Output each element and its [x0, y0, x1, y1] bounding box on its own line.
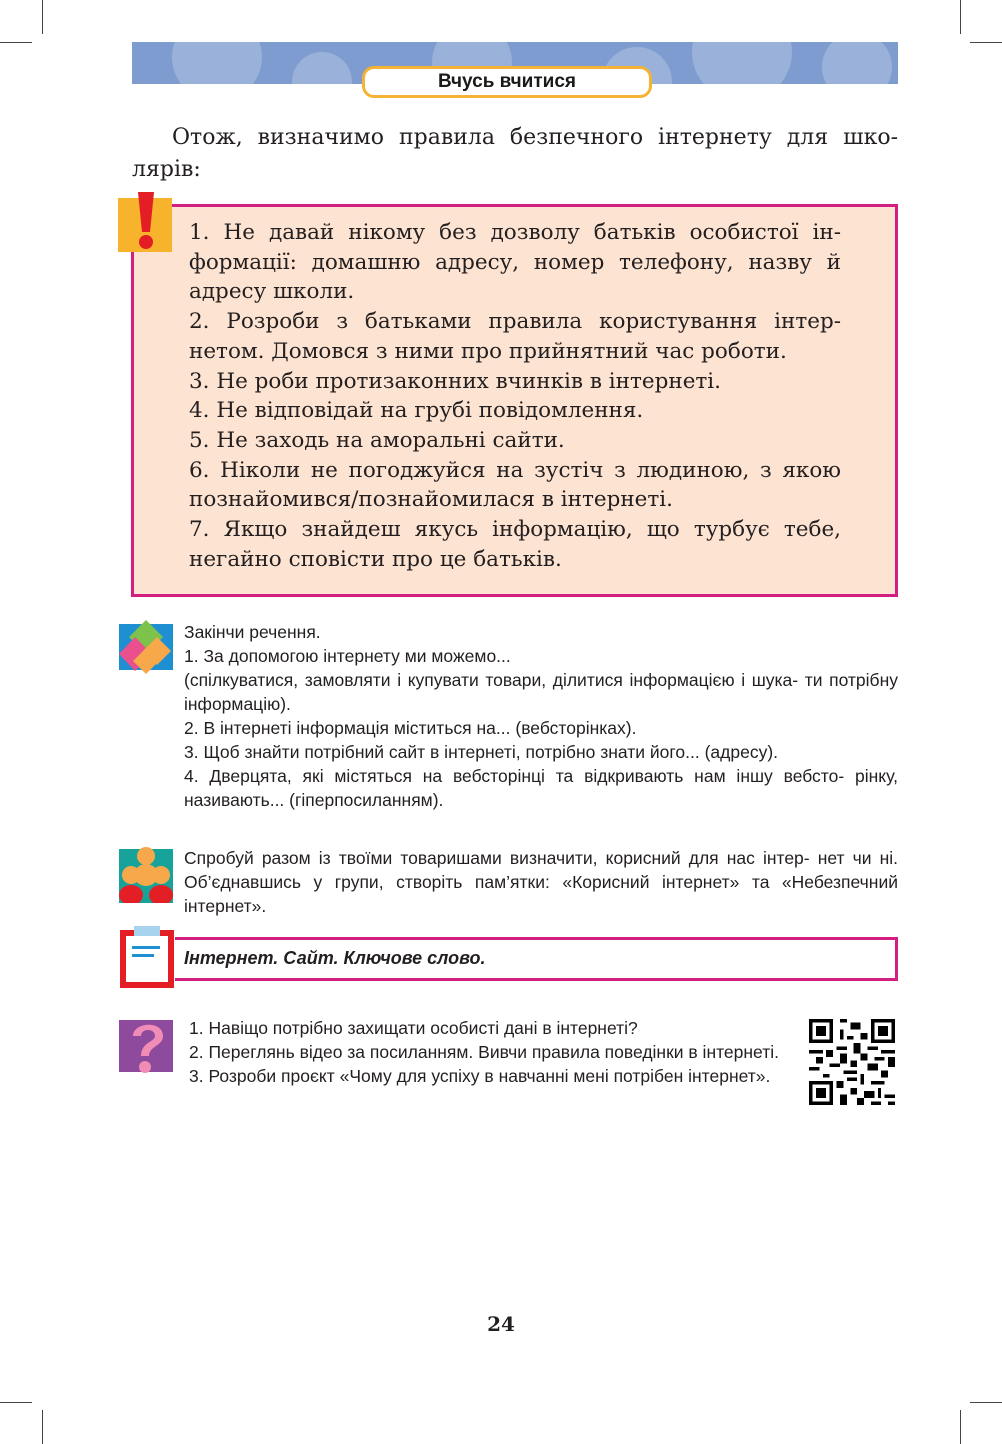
question-icon [119, 1014, 173, 1076]
crop-mark [42, 0, 43, 34]
task-item: 4. Дверцята, які містяться на вебсторінці та відкривають нам іншу вебсто- рінку, називають... (гіперпосиланням). [184, 766, 898, 810]
rule-item: 1. Не давай нікому без дозволу батьків особистої ін- формації: домашню адресу, номер телефону, назву й адресу школи. [189, 220, 841, 305]
question-item: 3. Розроби проєкт «Чому для успіху в навчанні мені потрібен інтернет». [189, 1066, 771, 1086]
qr-code-icon[interactable] [809, 1019, 895, 1105]
crop-mark [42, 1410, 43, 1444]
rule-item: 2. Розроби з батьками правила користування інтер- нетом. Домовся з ними про прийнятний час роботи. [189, 309, 841, 364]
page-number: 24 [487, 1312, 515, 1336]
crop-mark [970, 1402, 1002, 1403]
crop-mark [960, 1410, 961, 1444]
rule-item: 6. Ніколи не погоджуйся на зустіч з людиною, з якою познайомився/познайомилася в інтернеті. [189, 457, 841, 513]
group-icon [119, 845, 173, 903]
task-item: 2. В інтернеті інформація міститься на... (вебсторінках). [184, 718, 637, 738]
crop-mark [960, 0, 961, 34]
crop-mark [970, 42, 1002, 43]
keywords-text: Інтернет. Сайт. Ключове слово. [184, 948, 486, 968]
rule-item: 3. Не роби протизаконних вчинків в інтернеті. [189, 368, 722, 394]
rule-item: 4. Не відповідай на грубі повідомлення. [189, 398, 644, 424]
task-item: 3. Щоб знайти потрібний сайт в інтернеті, потрібно знати його... (адресу). [184, 742, 779, 762]
rules-list [189, 218, 841, 574]
puzzle-icon [119, 618, 173, 676]
task-title: Закінчи речення. [184, 622, 321, 642]
group-task: Спробуй разом із твоїми товаришами визначити, корисний для нас інтер- нет чи ні. Об’єднавшись у групи, створіть пам’ятки: «Корисний інтернет» та «Небезпечний інтернет». [184, 848, 898, 916]
rule-item: 5. Не заходь на аморальні сайти. [189, 427, 565, 453]
task-item: 1. За допомогою інтернету ми можемо... [184, 646, 511, 666]
rule-item: 7. Якщо знайдеш якусь інформацію, що турбує тебе, негайно сповісти про це батьків. [189, 517, 841, 572]
task-item: (спілкуватися, замовляти і купувати товари, ділитися інформацією і шука- ти потрібну інформацію). [184, 670, 898, 714]
intro-paragraph [132, 122, 898, 186]
questions-list [189, 1016, 789, 1088]
intro-line-2: лярів: [132, 157, 201, 182]
section-label: Вчусь вчитися [362, 66, 652, 98]
question-item: 1. Навіщо потрібно захищати особисті дані в інтернеті? [189, 1018, 638, 1038]
intro-line-1: Отож, визначимо правила безпечного інтернету для шко- [172, 125, 898, 150]
crop-mark [0, 42, 32, 43]
crop-mark [0, 1402, 32, 1403]
exclamation-icon [118, 192, 172, 252]
notebook-icon [120, 926, 174, 990]
complete-task [184, 620, 898, 812]
question-item: 2. Переглянь відео за посиланням. Вивчи правила поведінки в інтернеті. [189, 1042, 779, 1062]
